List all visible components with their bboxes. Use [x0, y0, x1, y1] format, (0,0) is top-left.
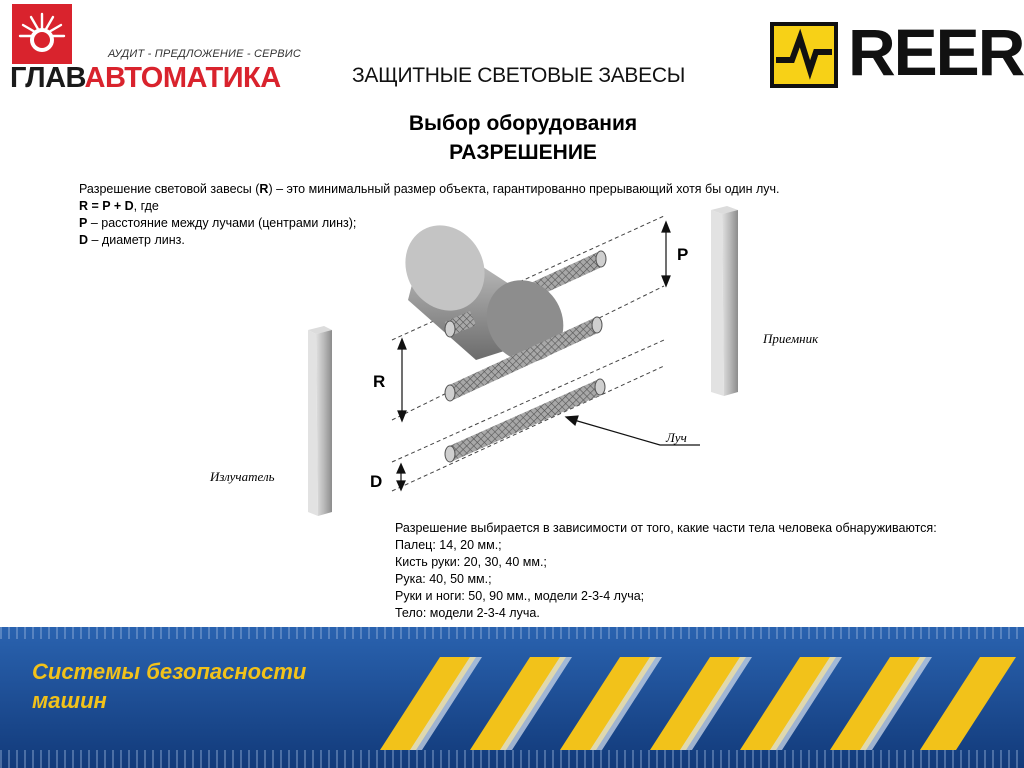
selection-item: Руки и ноги: 50, 90 мм., модели 2-3-4 луча;	[395, 589, 645, 603]
footer-banner	[0, 627, 1024, 768]
receiver-post	[711, 206, 738, 396]
dimension-r	[398, 339, 406, 421]
definition-line-4	[79, 233, 185, 247]
logo-tagline: АУДИТ - ПРЕДЛОЖЕНИЕ - СЕРВИС	[108, 48, 301, 60]
dimension-p	[662, 222, 670, 286]
dimension-d	[397, 464, 405, 490]
section-title: ЗАЩИТНЫЕ СВЕТОВЫЕ ЗАВЕСЫ	[352, 64, 685, 87]
label-receiver: Приемник	[763, 331, 819, 346]
selection-item: Кисть руки: 20, 30, 40 мм.;	[395, 555, 547, 569]
selection-item: Рука: 40, 50 мм.;	[395, 572, 492, 586]
resolution-diagram	[200, 200, 840, 520]
reer-emblem-icon	[770, 22, 838, 88]
definition-text: – расстояние между лучами (центрами линз);	[87, 216, 357, 230]
page-title: Выбор оборудования	[408, 112, 638, 135]
label-d: D	[370, 472, 383, 491]
label-emitter: Излучатель	[210, 469, 275, 484]
glavavtomatika-logo	[8, 4, 301, 96]
selection-item: Палец: 14, 20 мм.;	[395, 538, 502, 552]
footer-slogan-line1: Системы безопасности	[32, 659, 307, 684]
definition-symbol-r: R	[259, 182, 269, 196]
logo-name-part2: АВТОМАТИКА	[84, 62, 281, 94]
label-beam: Луч	[666, 430, 687, 445]
definition-symbol-d: D	[79, 233, 89, 247]
sunburst-logo-icon	[12, 4, 72, 64]
label-p: P	[677, 245, 689, 264]
label-r: R	[373, 372, 386, 391]
logo-company-name	[10, 62, 281, 95]
definition-line-1	[79, 182, 780, 196]
logo-name-part1: ГЛАВ	[10, 62, 85, 94]
selection-item: Тело: модели 2-3-4 луча.	[395, 606, 540, 620]
definition-symbol-p: P	[79, 216, 88, 230]
selection-intro: Разрешение выбирается в зависимости от того, какие части тела человека обнаруживаются:	[395, 521, 937, 535]
definition-text: , где	[133, 199, 159, 213]
reer-logo	[770, 15, 1024, 90]
footer-slogan-line2: машин	[32, 688, 107, 713]
footer-slogan	[32, 657, 306, 715]
definition-text: Разрешение световой завесы (	[79, 182, 260, 196]
page-subtitle: РАЗРЕШЕНИЕ	[449, 141, 597, 164]
resolution-selection-text	[395, 520, 937, 622]
definition-text: – диаметр линз.	[88, 233, 185, 247]
definition-text: ) – это минимальный размер объекта, гарантированно прерывающий хотя бы один луч.	[268, 182, 780, 196]
formula: R = P + D	[79, 199, 134, 213]
definition-line-2	[79, 199, 159, 213]
emitter-post	[308, 326, 332, 516]
reer-brand-name: REER	[848, 15, 1024, 89]
